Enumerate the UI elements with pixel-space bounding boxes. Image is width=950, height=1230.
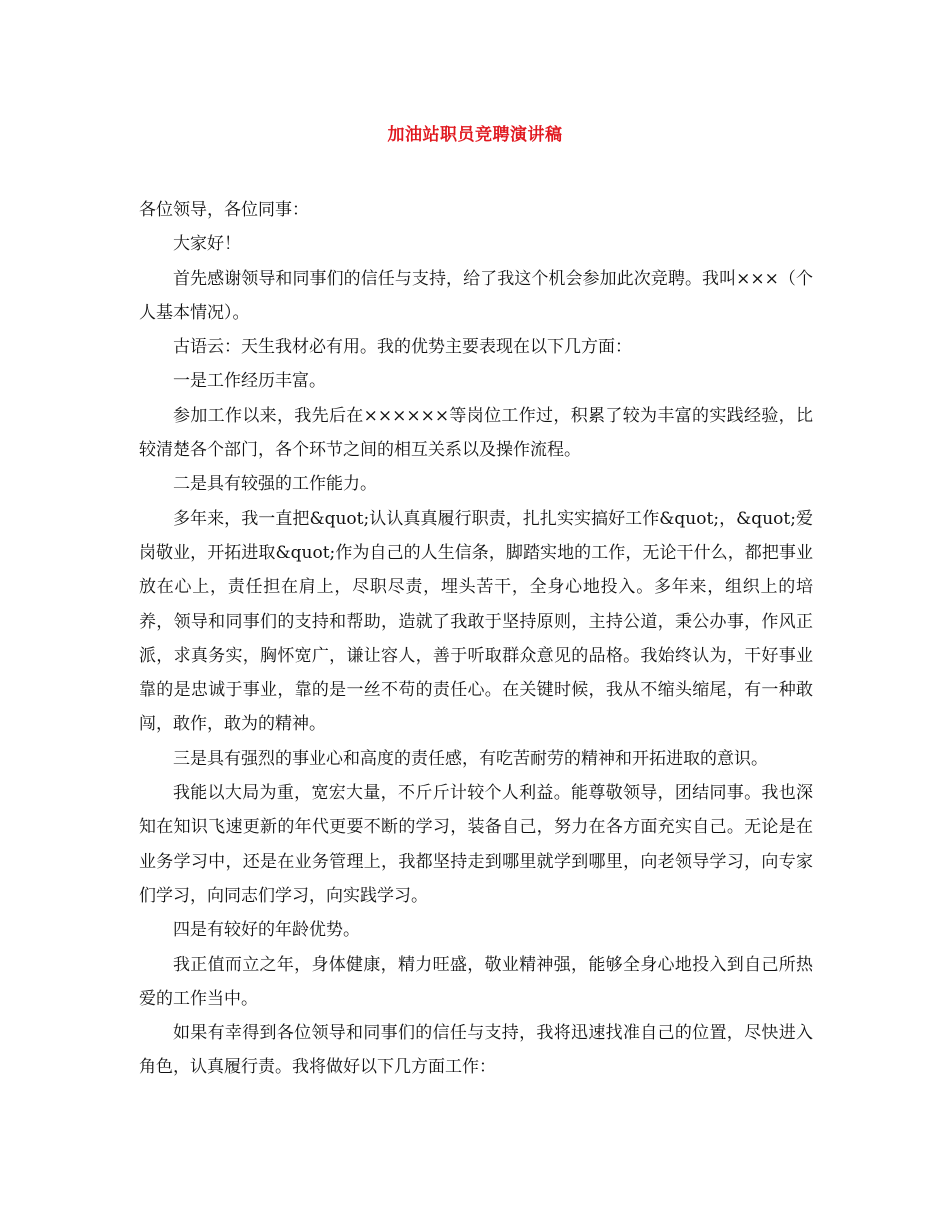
paragraph-greeting: 大家好！	[173, 234, 241, 255]
paragraph-point-three: 三是具有强烈的事业心和高度的责任感，有吃苦耐劳的精神和开拓进取的意识。	[173, 748, 768, 769]
paragraph-ability: 多年来，我一直把&quot;认认真真履行职责，扎扎实实搞好工作&quot;，&quot;爱岗敬业，开拓进取&quot;作为自己的人生信条，脚踏实地的工作，无论干什么，都把事业放在心上，责任担在肩上，尽职尽责，埋头苦干，全身心地投入。多年来，组织上的培养，领导和同事们的支持和帮助，造就了我敢于坚持原则，主持公道，秉公办事，作风正派，求真务实，胸怀宽广，谦让容人，善于听取群众意见的品格。我始终认为，干好事业靠的是忠诚于事业，靠的是一丝不苟的责任心。在关键时候，我从不缩头缩尾，有一种敢闯，敢作，敢为的精神。	[139, 508, 813, 735]
paragraph-advantages-intro: 古语云：天生我材必有用。我的优势主要表现在以下几方面：	[173, 337, 632, 358]
paragraph-experience: 参加工作以来，我先后在××××××等岗位工作过，积累了较为丰富的实践经验，比较清楚各个部门，各个环节之间的相互关系以及操作流程。	[139, 405, 813, 461]
salutation: 各位领导，各位同事：	[139, 200, 309, 220]
paragraph-attitude: 我能以大局为重，宽宏大量，不斤斤计较个人利益。能尊敬领导，团结同事。我也深知在知识飞速更新的年代更要不断的学习，装备自己，努力在各方面充实自己。无论是在业务学习中，还是在业务管理上，我都坚持走到哪里就学到哪里，向老领导学习，向专家们学习，向同志们学习，向实践学习。	[139, 783, 813, 906]
paragraph-point-four: 四是有较好的年龄优势。	[173, 920, 360, 941]
paragraph-thanks: 首先感谢领导和同事们的信任与支持，给了我这个机会参加此次竞聘。我叫×××（个人基本情况）。	[139, 268, 813, 323]
paragraph-age: 我正值而立之年，身体健康，精力旺盛，敬业精神强，能够全身心地投入到自己所热爱的工作当中。	[139, 954, 813, 1009]
document-body	[139, 193, 813, 1085]
paragraph-point-one: 一是工作经历丰富。	[173, 371, 326, 392]
page-title: 加油站职员竞聘演讲稿	[387, 125, 563, 145]
paragraph-commitment: 如果有幸得到各位领导和同事们的信任与支持，我将迅速找准自己的位置，尽快进入角色，认真履行责。我将做好以下几方面工作：	[139, 1023, 813, 1078]
paragraph-point-two: 二是具有较强的工作能力。	[173, 474, 377, 495]
